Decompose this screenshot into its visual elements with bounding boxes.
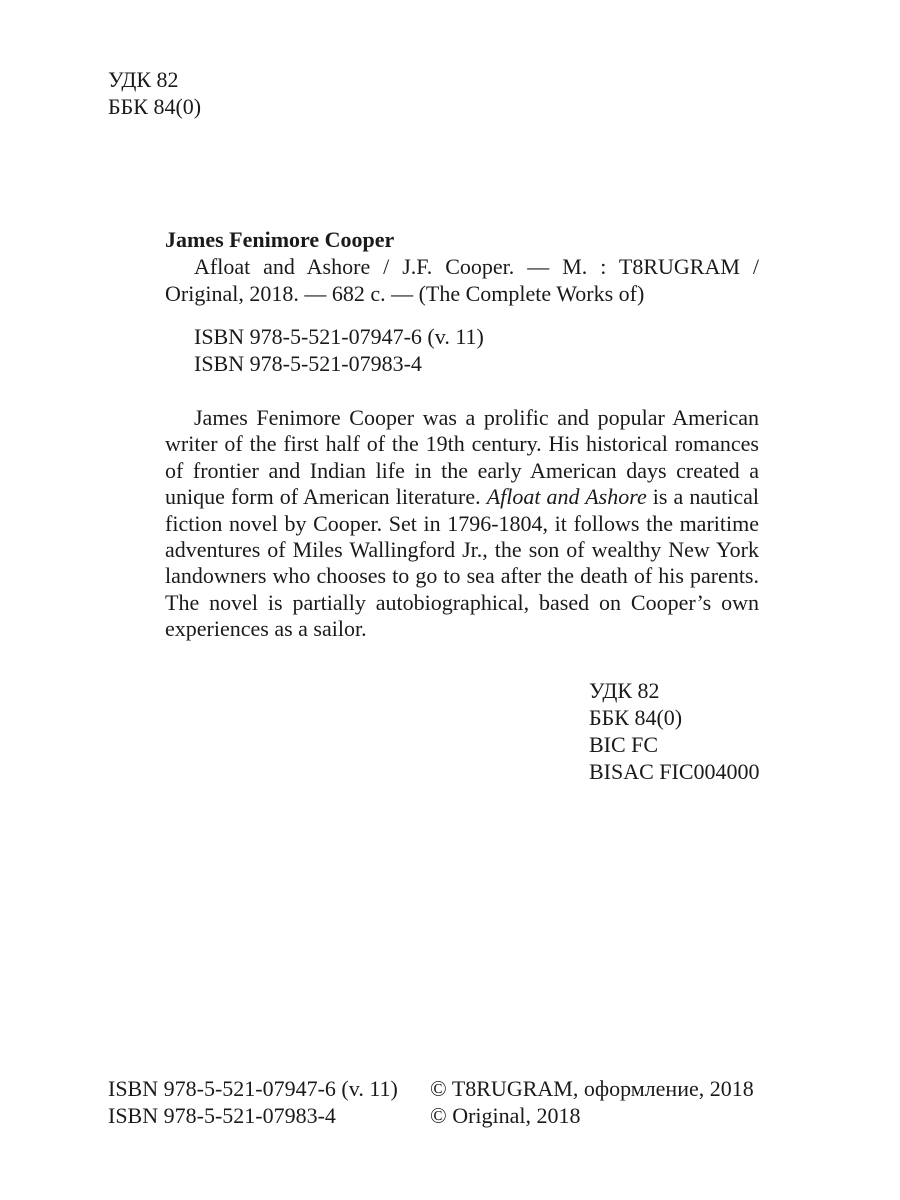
annotation-text-start: James Fenimore Cooper was a prolific and popular American writer of the first half of the 19th century. His historical romances of frontier and Indian life in the early American days created a unique form of American literature. [165, 405, 759, 510]
isbn-volume: ISBN 978-5-521-07947-6 (v. 11) [194, 324, 484, 349]
footer-row [108, 1102, 768, 1129]
bbk-code: ББК 84(0) [589, 705, 683, 730]
udk-code: УДК 82 [589, 678, 660, 703]
classification-codes [589, 677, 760, 785]
book-annotation [165, 405, 759, 643]
annotation-text-end: is a nautical fiction novel by Cooper. Set in 1796-1804, it follows the maritime adventures of Miles Wallingford Jr., the son of wealthy New York landowners who chooses to go to sea after the death of his parents. The novel is partially autobiographical, based on Cooper’s own experiences as a sailor. [165, 484, 759, 642]
header-classification-codes [108, 66, 201, 120]
footer-isbn-volume: ISBN 978-5-521-07947-6 (v. 11) [108, 1076, 398, 1101]
author-name: James Fenimore Cooper [165, 227, 395, 252]
bbk-code: ББК 84(0) [108, 94, 202, 119]
bic-code: BIC FC [589, 732, 659, 757]
copyright-publisher: © T8RUGRAM, оформление, 2018 [430, 1076, 754, 1101]
annotation-book-title: Afloat and Ashore [486, 484, 647, 510]
copyright-original: © Original, 2018 [430, 1103, 581, 1128]
isbn-series: ISBN 978-5-521-07983-4 [194, 351, 422, 376]
copyright-footer [108, 1075, 768, 1129]
footer-isbn-series: ISBN 978-5-521-07983-4 [108, 1103, 336, 1128]
udk-code: УДК 82 [108, 67, 179, 92]
footer-row [108, 1075, 768, 1102]
bisac-code: BISAC FIC004000 [589, 759, 760, 784]
bibliographic-citation: Afloat and Ashore / J.F. Cooper. — M. : T8RUGRAM / Original, 2018. — 682 c. — (The Complete Works of) [165, 254, 759, 306]
bibliographic-record [165, 226, 759, 643]
isbn-list [165, 323, 759, 377]
